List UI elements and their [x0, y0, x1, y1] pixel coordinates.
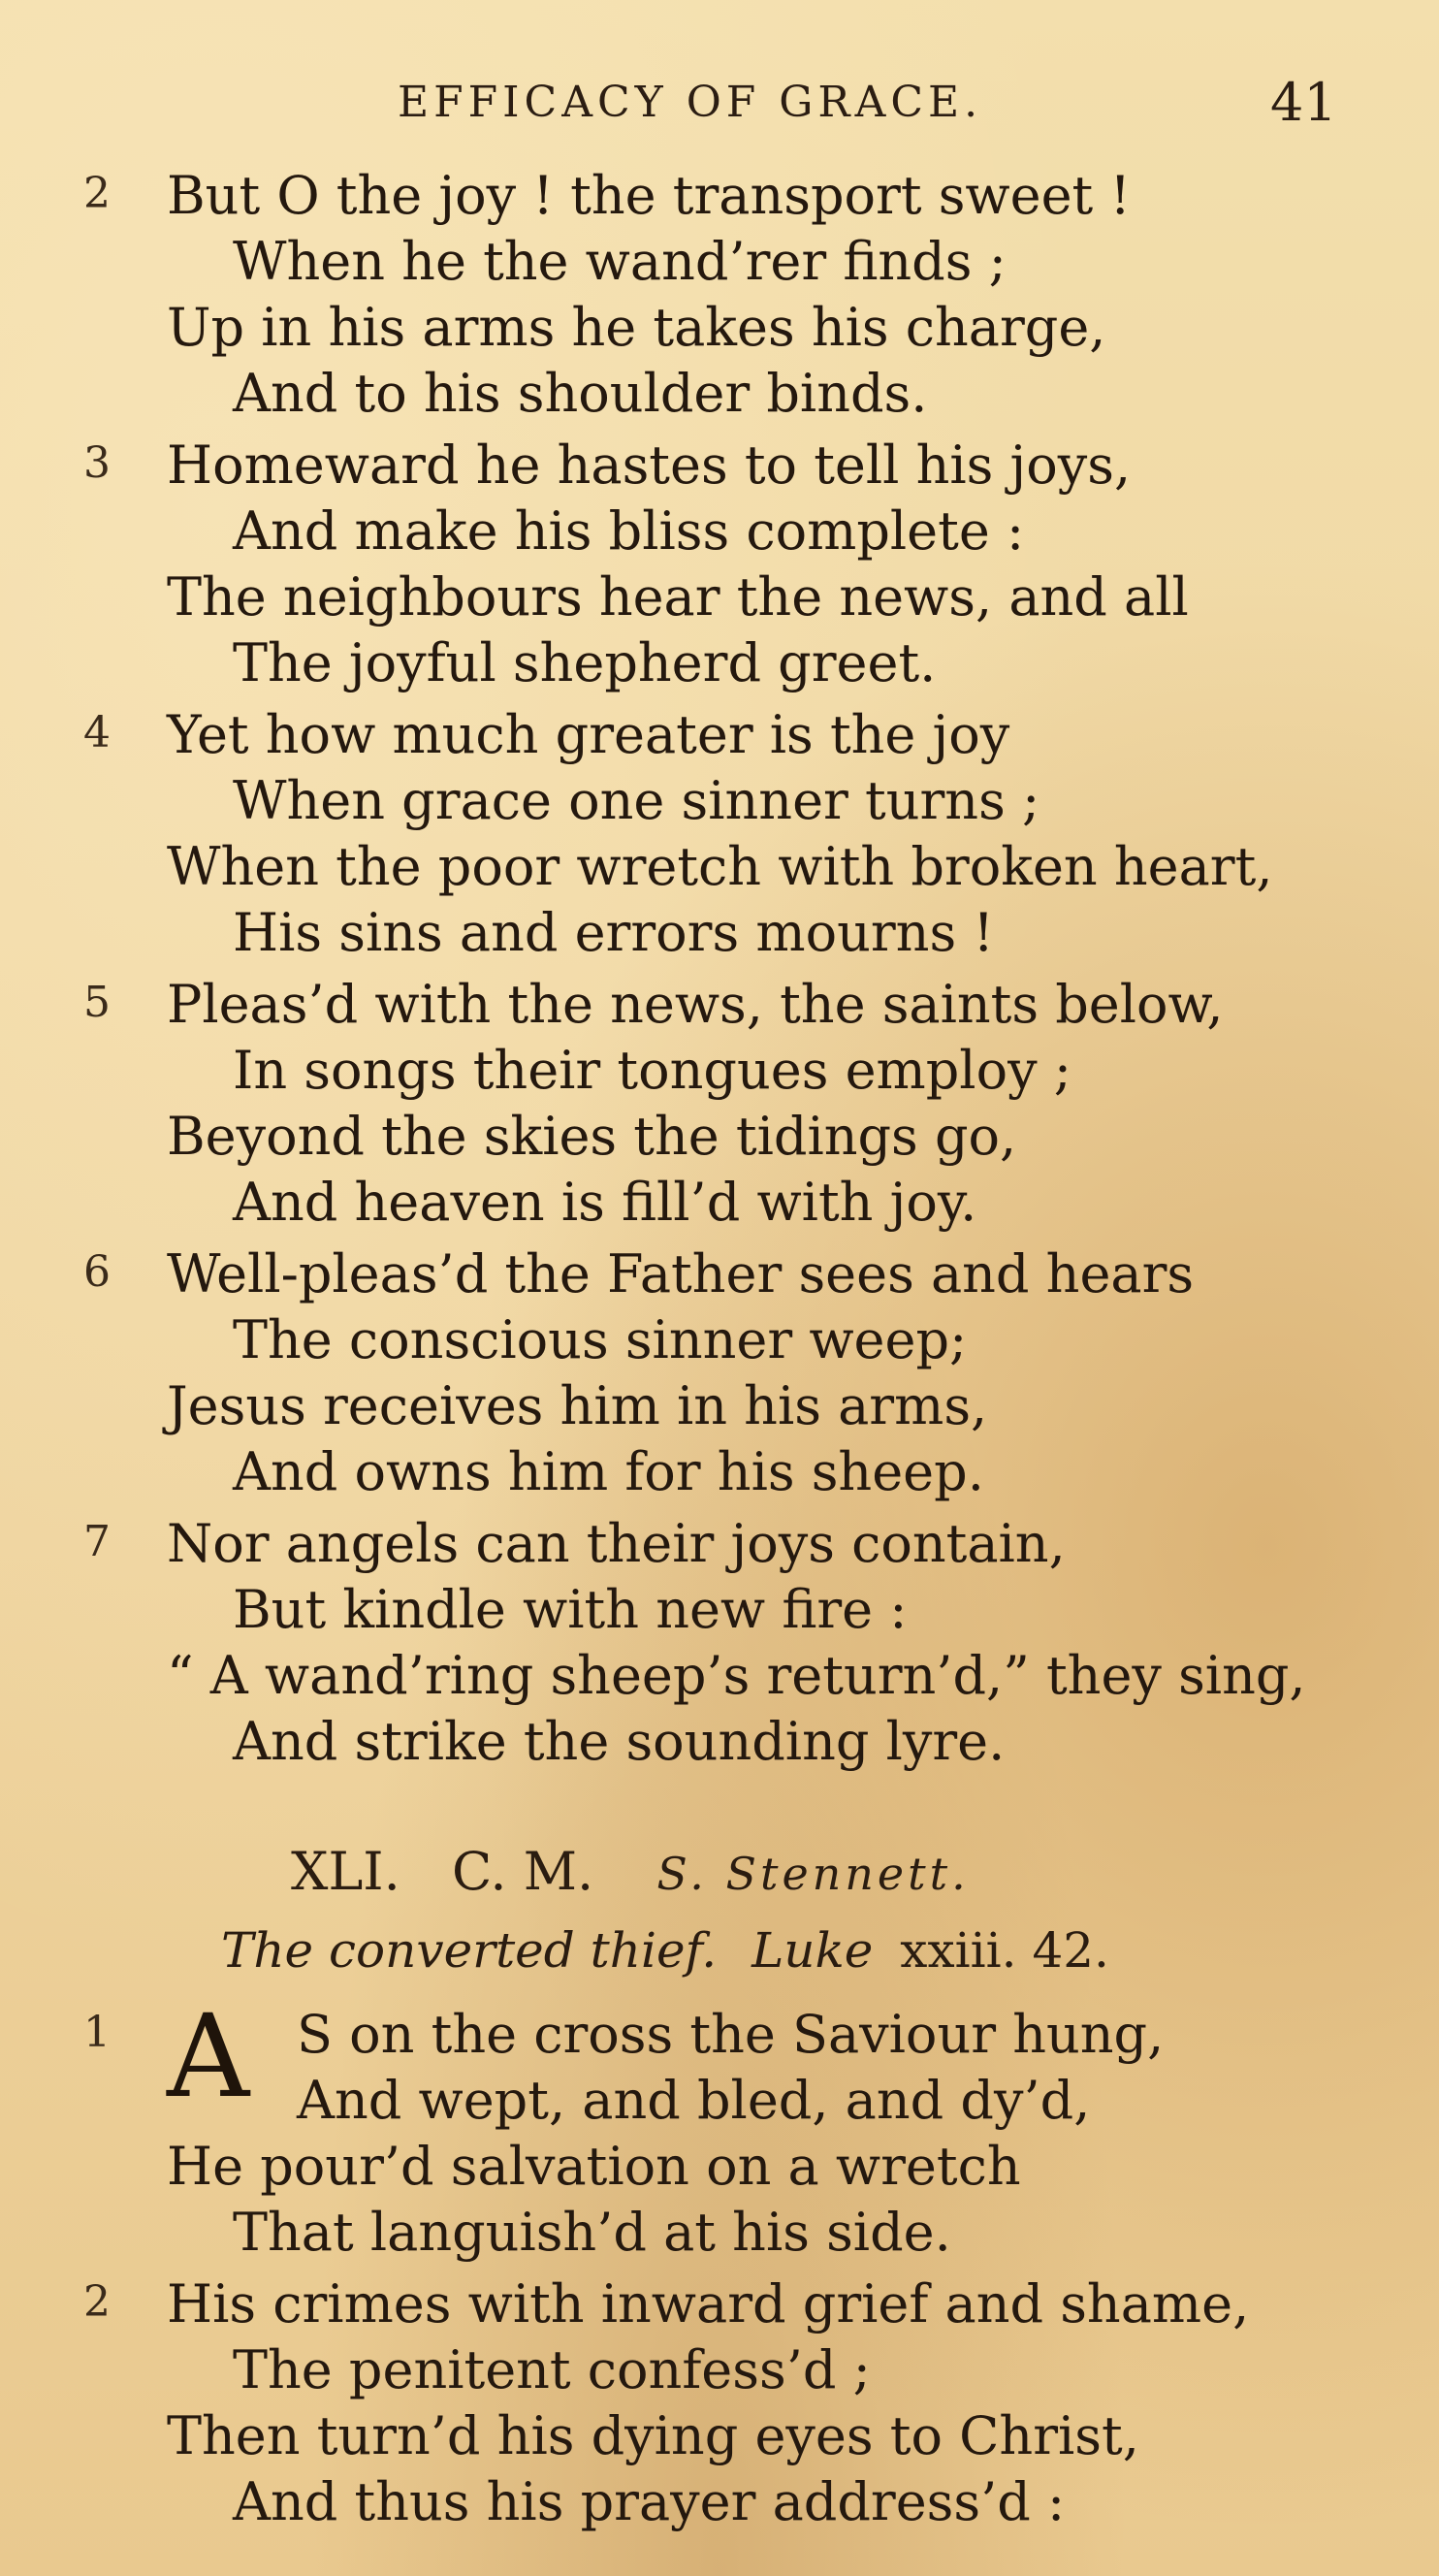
stanza-5: [0, 972, 1439, 1236]
verse-line: The joyful shepherd greet.: [233, 632, 937, 693]
stanza-6: [0, 1241, 1439, 1505]
verse-line: His sins and errors mourns !: [233, 902, 995, 963]
page-header: [0, 72, 1439, 145]
stanza-7: [0, 1511, 1439, 1775]
stanza-number: 2: [83, 2277, 111, 2327]
stanza-number: 1: [83, 2008, 111, 2057]
verse-line: The conscious sinner weep;: [233, 1309, 968, 1370]
verse-line: Beyond the skies the tidings go,: [167, 1106, 1017, 1167]
verse-line: That languish’d at his side.: [233, 2202, 951, 2263]
running-title: EFFICACY OF GRACE.: [398, 78, 983, 127]
verse-line: When he the wand’rer finds ;: [233, 231, 1007, 292]
hymn-new: [0, 2002, 1439, 2535]
verse-line: His crimes with inward grief and shame,: [167, 2273, 1250, 2334]
stanza-number: 2: [83, 169, 111, 218]
verse-line: Well-pleas’d the Father sees and hears: [167, 1243, 1195, 1304]
stanza-number: 6: [83, 1247, 111, 1297]
hymn-metre: C. M.: [451, 1841, 594, 1902]
hymn-subtitle: [221, 1922, 1109, 1979]
stanza-number: 5: [83, 978, 111, 1027]
verse-line: And heaven is fill’d with joy.: [233, 1172, 977, 1233]
hymn-continued: [0, 163, 1439, 1775]
verse-line: And wept, and bled, and dy’d,: [297, 2070, 1091, 2131]
verse-line: In songs their tongues employ ;: [233, 1040, 1071, 1101]
verse-line: And thus his prayer address’d :: [233, 2471, 1066, 2532]
hymn-author: S. Stennett.: [656, 1848, 970, 1900]
verse-line: But O the joy ! the transport sweet !: [167, 165, 1132, 226]
verse-line: Pleas’d with the news, the saints below,: [167, 974, 1224, 1035]
hymn-title: The converted thief.: [221, 1922, 718, 1979]
hymn-heading: [291, 1841, 970, 1902]
verse-line: When the poor wretch with broken heart,: [167, 836, 1273, 897]
verse-line: And make his bliss complete :: [233, 500, 1025, 562]
verse-line: The neighbours hear the news, and all: [167, 566, 1189, 628]
scripture-reference: xxiii. 42.: [900, 1922, 1109, 1979]
stanza-number: 4: [83, 708, 111, 757]
stanza-number: 3: [83, 438, 111, 488]
verse-line: And strike the sounding lyre.: [233, 1711, 1006, 1772]
stanza-1: [0, 2002, 1439, 2266]
drop-cap: A: [167, 1989, 250, 2123]
verse-line: And to his shoulder binds.: [233, 363, 928, 424]
stanza-number: 7: [83, 1517, 111, 1566]
verse-line: Homeward he hastes to tell his joys,: [167, 435, 1132, 496]
verse-line: But kindle with new fire :: [233, 1579, 908, 1640]
verse-line: Up in his arms he takes his charge,: [167, 297, 1106, 358]
stanza-2-new: [0, 2271, 1439, 2535]
verse-line: He pour’d salvation on a wretch: [167, 2136, 1021, 2197]
verse-line: “ A wand’ring sheep’s return’d,” they sing,: [167, 1645, 1306, 1706]
verse-line: Yet how much greater is the joy: [167, 704, 1010, 765]
hymn-number: XLI.: [291, 1841, 400, 1902]
stanza-2: [0, 163, 1439, 427]
scripture-book: Luke: [751, 1922, 874, 1979]
page-number: 41: [1270, 72, 1337, 133]
verse-line: Then turn’d his dying eyes to Christ,: [167, 2405, 1139, 2466]
verse-line: S on the cross the Saviour hung,: [297, 2004, 1165, 2065]
stanza-3: [0, 433, 1439, 696]
verse-line: Jesus receives him in his arms,: [167, 1375, 988, 1436]
verse-line: When grace one sinner turns ;: [233, 770, 1040, 831]
verse-line: The penitent confess’d ;: [233, 2339, 871, 2400]
stanza-4: [0, 702, 1439, 966]
verse-line: And owns him for his sheep.: [233, 1441, 984, 1502]
verse-line: Nor angels can their joys contain,: [167, 1513, 1066, 1574]
